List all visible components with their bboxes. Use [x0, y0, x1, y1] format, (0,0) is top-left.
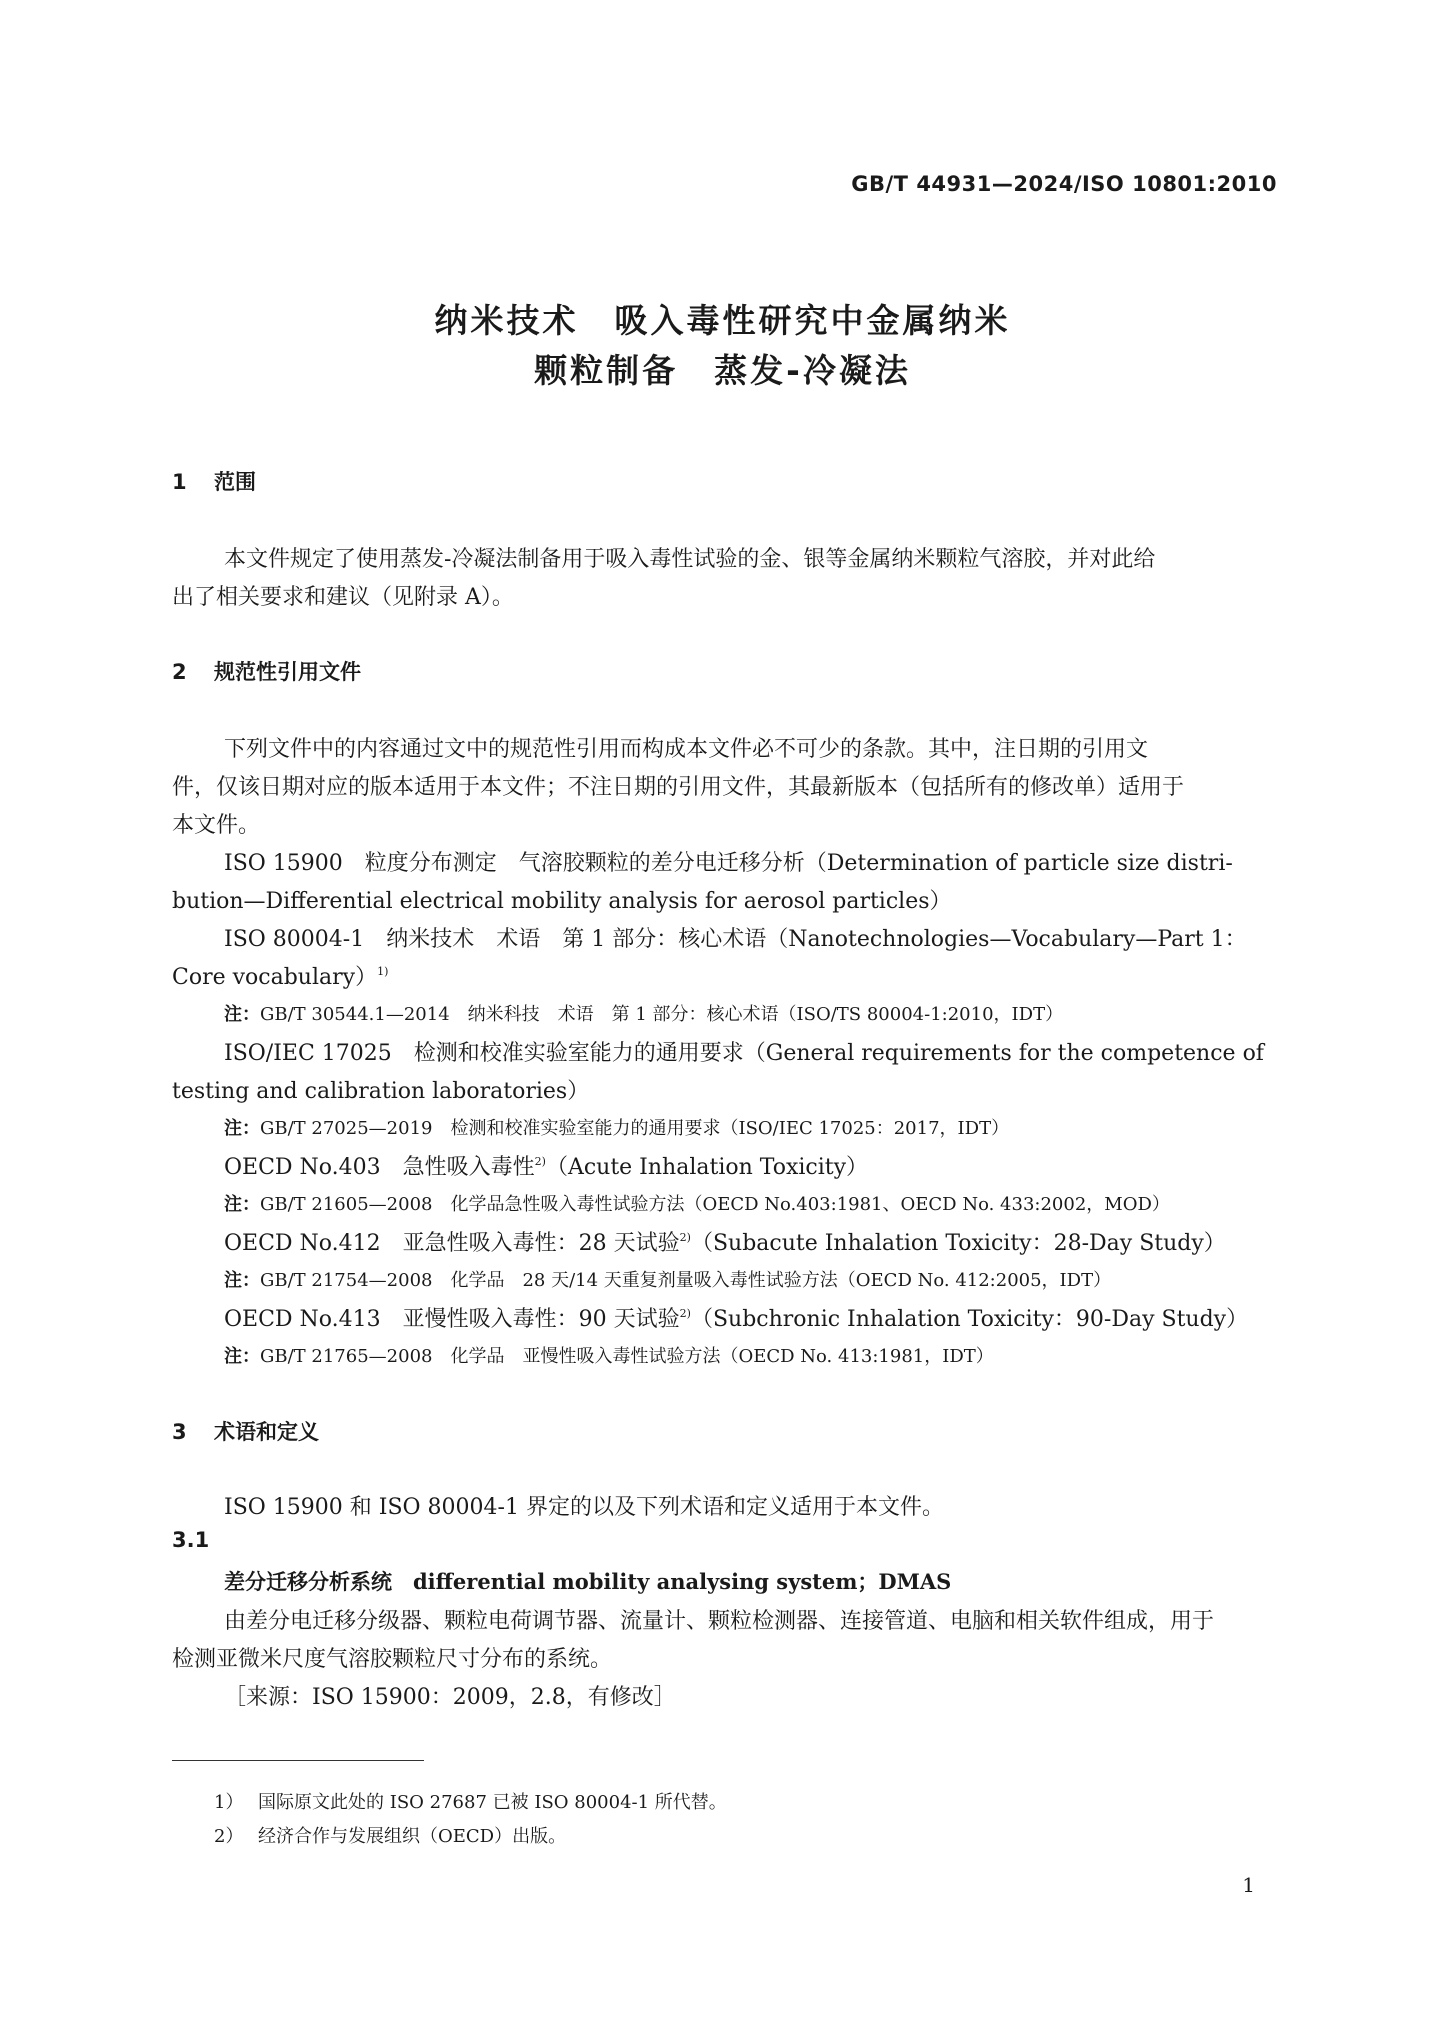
- document-title-line2: 颗粒制备 蒸发-冷凝法: [534, 351, 911, 390]
- footnote-marker: 2): [679, 1231, 691, 1244]
- term-source: ［来源：ISO 15900：2009，2.8，有修改］: [224, 1685, 676, 1710]
- note-label: 注：: [224, 1194, 260, 1215]
- reference-note: [224, 1114, 1009, 1140]
- scope-text-line: 本文件规定了使用蒸发-冷凝法制备用于吸入毒性试验的金、银等金属纳米颗粒气溶胶，并对此给: [224, 547, 1156, 572]
- note-text: GB/T 21765—2008 化学品 亚慢性吸入毒性试验方法（OECD No. 413:1981，IDT）: [260, 1346, 994, 1367]
- terms-intro: ISO 15900 和 ISO 80004-1 界定的以及下列术语和定义适用于本文件。: [224, 1495, 944, 1520]
- reference-iso80004-cont: [172, 960, 388, 991]
- term-name-en: differential mobility analysing system；DMAS: [413, 1569, 952, 1594]
- reference-note: [224, 1000, 1063, 1026]
- term-definition-line: 由差分电迁移分级器、颗粒电荷调节器、流量计、颗粒检测器、连接管道、电脑和相关软件组成，用于: [224, 1609, 1215, 1634]
- reference-text: OECD No.413 亚慢性吸入毒性：90 天试验: [224, 1307, 680, 1332]
- normrefs-intro-line: 下列文件中的内容通过文中的规范性引用而构成本文件必不可少的条款。其中，注日期的引用文: [224, 737, 1149, 762]
- reference-iso17025: ISO/IEC 17025 检测和校准实验室能力的通用要求（General requirements for the competence of: [224, 1041, 1264, 1066]
- term-name-zh: 差分迁移分析系统: [224, 1570, 392, 1594]
- footnote-marker: 2): [679, 1307, 691, 1320]
- footnote-separator: [172, 1760, 424, 1761]
- reference-note: [224, 1190, 1170, 1216]
- section-number: 2: [172, 660, 187, 684]
- note-text: GB/T 21605—2008 化学品急性吸入毒性试验方法（OECD No.403:1981、OECD No. 433:2002，MOD）: [260, 1194, 1170, 1215]
- section-number: 3: [172, 1420, 187, 1444]
- footnote-marker: 2): [534, 1155, 546, 1168]
- section-title: 术语和定义: [214, 1420, 319, 1444]
- reference-iso80004: ISO 80004-1 纳米技术 术语 第 1 部分：核心术语（Nanotechnologies—Vocabulary—Part 1：: [224, 927, 1247, 952]
- footnote-mark: 1）: [214, 1792, 244, 1813]
- reference-oecd413: [224, 1302, 1248, 1333]
- footnote: [214, 1822, 566, 1848]
- reference-text: （Subchronic Inhalation Toxicity：90-Day Study）: [690, 1307, 1249, 1332]
- term-heading: [224, 1566, 951, 1596]
- reference-text: Core vocabulary）: [172, 965, 378, 990]
- note-text: GB/T 30544.1—2014 纳米科技 术语 第 1 部分：核心术语（ISO/TS 80004-1:2010，IDT）: [260, 1004, 1064, 1025]
- note-text: GB/T 27025—2019 检测和校准实验室能力的通用要求（ISO/IEC 17025：2017，IDT）: [260, 1118, 1010, 1139]
- document-title-line1: 纳米技术 吸入毒性研究中金属纳米: [434, 301, 1011, 340]
- footnote-mark: 2）: [214, 1826, 244, 1847]
- footnote: [214, 1788, 727, 1814]
- reference-text: OECD No.403 急性吸入毒性: [224, 1155, 535, 1180]
- reference-oecd412: [224, 1226, 1226, 1257]
- note-label: 注：: [224, 1118, 260, 1139]
- standard-code: GB/T 44931—2024/ISO 10801:2010: [851, 172, 1277, 196]
- footnote-text: 国际原文此处的 ISO 27687 已被 ISO 80004-1 所代替。: [258, 1792, 727, 1813]
- note-label: 注：: [224, 1004, 260, 1025]
- reference-iso17025-cont: testing and calibration laboratories）: [172, 1079, 590, 1104]
- reference-iso15900: ISO 15900 粒度分布测定 气溶胶颗粒的差分电迁移分析（Determination of particle size distri-: [224, 851, 1233, 876]
- term-definition-line: 检测亚微米尺度气溶胶颗粒尺寸分布的系统。: [172, 1647, 613, 1672]
- page-number: 1: [1242, 1873, 1255, 1897]
- section-heading-normative-references: [172, 656, 361, 686]
- term-number: 3.1: [172, 1528, 210, 1552]
- footnote-text: 经济合作与发展组织（OECD）出版。: [258, 1826, 567, 1847]
- reference-oecd403: [224, 1150, 868, 1181]
- reference-note: [224, 1266, 1111, 1292]
- reference-text: （Acute Inhalation Toxicity）: [545, 1155, 869, 1180]
- note-text: GB/T 21754—2008 化学品 28 天/14 天重复剂量吸入毒性试验方法（OECD No. 412:2005，IDT）: [260, 1270, 1112, 1291]
- reference-iso15900-cont: bution—Differential electrical mobility analysis for aerosol particles）: [172, 889, 952, 914]
- section-number: 1: [172, 470, 187, 494]
- section-title: 范围: [214, 470, 256, 494]
- section-title: 规范性引用文件: [214, 660, 361, 684]
- reference-text: OECD No.412 亚急性吸入毒性：28 天试验: [224, 1231, 680, 1256]
- section-heading-terms: [172, 1416, 319, 1446]
- reference-text: （Subacute Inhalation Toxicity：28-Day Study）: [690, 1231, 1226, 1256]
- note-label: 注：: [224, 1270, 260, 1291]
- reference-note: [224, 1342, 994, 1368]
- normrefs-intro-line: 件，仅该日期对应的版本适用于本文件；不注日期的引用文件，其最新版本（包括所有的修改单）适用于: [172, 775, 1185, 800]
- normrefs-intro-line: 本文件。: [172, 813, 261, 838]
- scope-text-line: 出了相关要求和建议（见附录 A）。: [172, 585, 514, 610]
- footnote-marker: 1): [377, 965, 389, 978]
- section-heading-scope: [172, 466, 256, 496]
- note-label: 注：: [224, 1346, 260, 1367]
